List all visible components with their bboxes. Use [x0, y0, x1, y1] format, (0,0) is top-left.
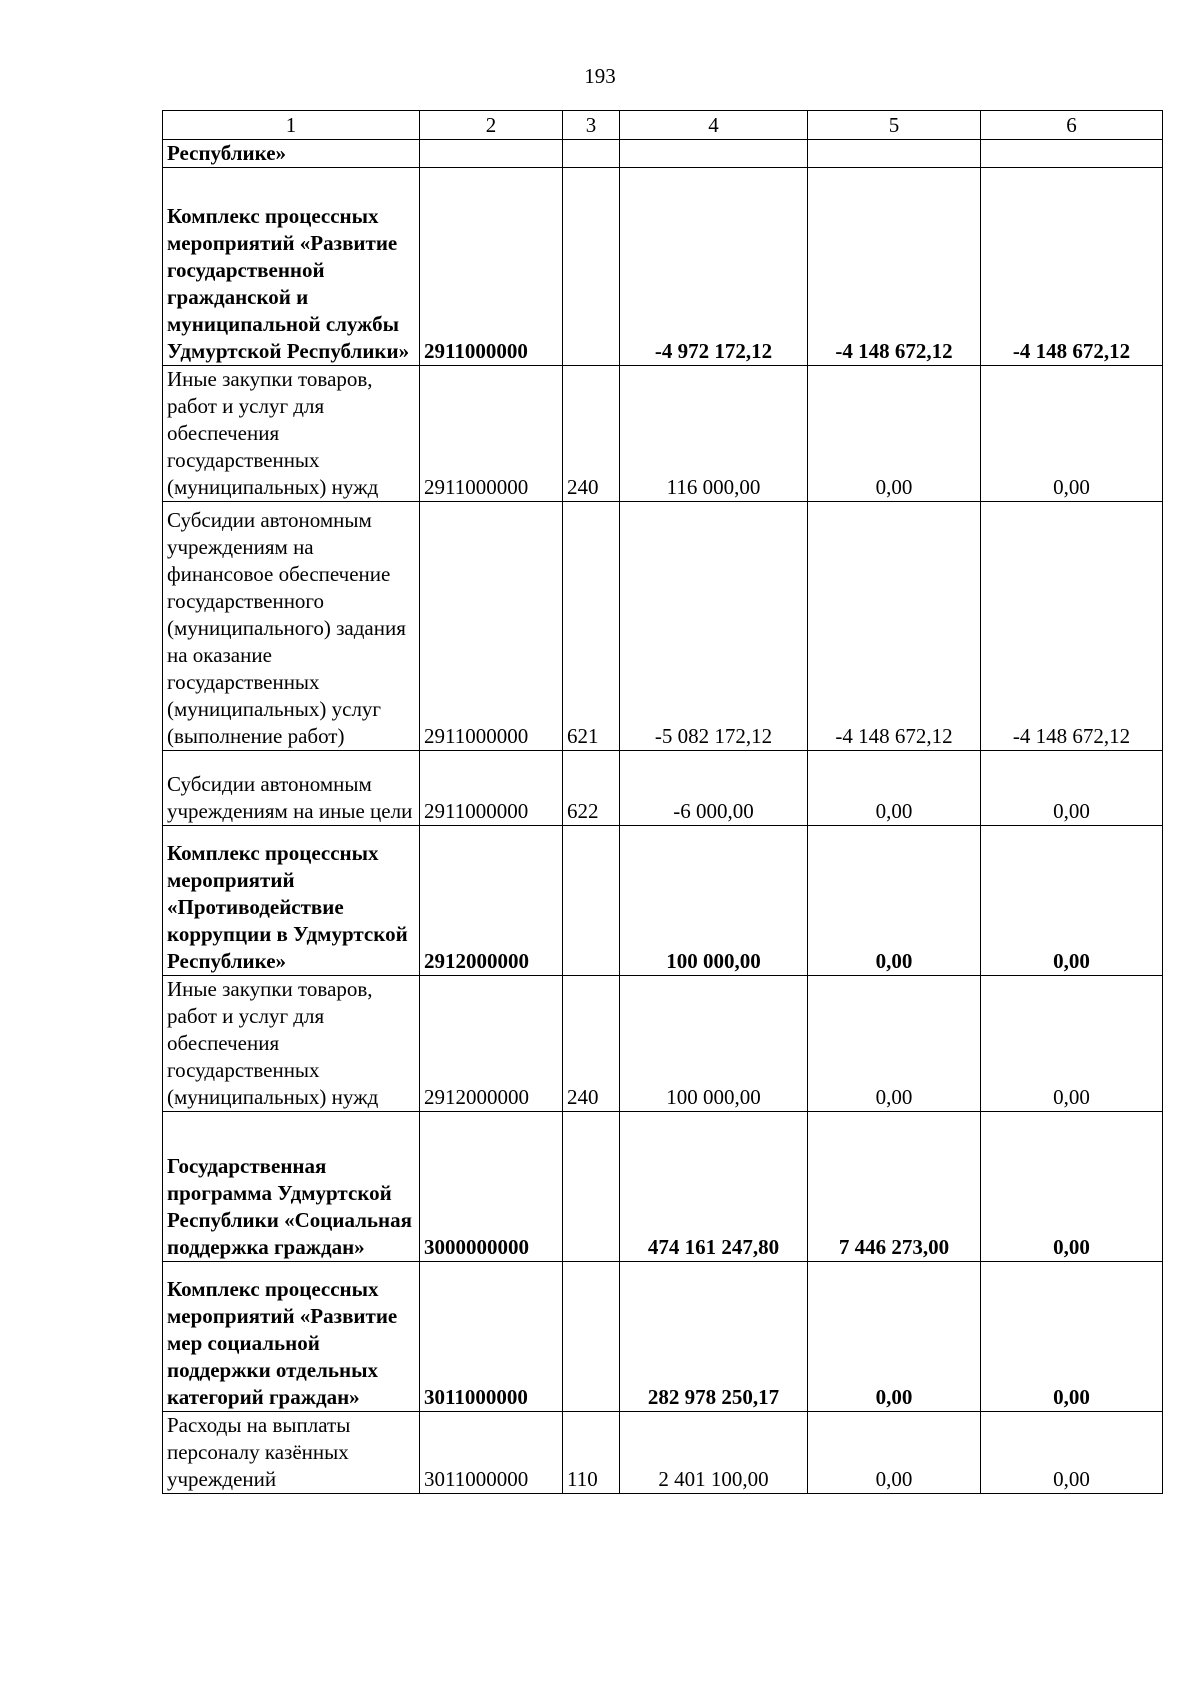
header-cell: 5 [808, 111, 981, 140]
expense-type-cell: 240 [563, 976, 620, 1112]
expense-type-cell [563, 168, 620, 366]
expense-type-cell: 240 [563, 366, 620, 502]
item-name-cell: Иные закупки товаров, работ и услуг для обеспечения государственных (муниципальных) нужд [163, 976, 420, 1112]
page-number: 193 [584, 64, 616, 88]
target-code-cell: 2911000000 [420, 366, 563, 502]
header-cell: 6 [981, 111, 1163, 140]
table-row [163, 140, 1163, 168]
amount-cell: 0,00 [981, 1412, 1163, 1494]
target-code-cell: 2912000000 [420, 826, 563, 976]
header-cell: 1 [163, 111, 420, 140]
amount-cell: 0,00 [981, 751, 1163, 826]
expense-type-cell: 110 [563, 1412, 620, 1494]
table-row [163, 502, 1163, 751]
table-row [163, 751, 1163, 826]
expense-type-cell [563, 826, 620, 976]
header-row [163, 111, 1163, 140]
amount-cell: 282 978 250,17 [620, 1262, 808, 1412]
amount-cell: 116 000,00 [620, 366, 808, 502]
target-code-cell: 3000000000 [420, 1112, 563, 1262]
target-code-cell: 3011000000 [420, 1262, 563, 1412]
expense-type-cell [563, 1112, 620, 1262]
target-code-cell [420, 140, 563, 168]
item-name-cell: Субсидии автономным учреждениям на иные цели [163, 751, 420, 826]
item-name-cell: Республике» [163, 140, 420, 168]
amount-cell: 100 000,00 [620, 826, 808, 976]
amount-cell: -4 148 672,12 [981, 502, 1163, 751]
table-row [163, 1412, 1163, 1494]
target-code-cell: 2911000000 [420, 168, 563, 366]
amount-cell: -4 148 672,12 [808, 502, 981, 751]
amount-cell: -4 148 672,12 [808, 168, 981, 366]
expense-type-cell: 621 [563, 502, 620, 751]
amount-cell: 0,00 [981, 1262, 1163, 1412]
amount-cell: 0,00 [808, 1412, 981, 1494]
header-cell: 4 [620, 111, 808, 140]
amount-cell: -4 148 672,12 [981, 168, 1163, 366]
table-row [163, 1262, 1163, 1412]
item-name-cell: Иные закупки товаров, работ и услуг для обеспечения государственных (муниципальных) нужд [163, 366, 420, 502]
amount-cell: 0,00 [981, 976, 1163, 1112]
amount-cell: -6 000,00 [620, 751, 808, 826]
table-row [163, 1112, 1163, 1262]
amount-cell [808, 140, 981, 168]
amount-cell: 2 401 100,00 [620, 1412, 808, 1494]
amount-cell [620, 140, 808, 168]
table-row [163, 826, 1163, 976]
amount-cell: 0,00 [981, 1112, 1163, 1262]
table-row [163, 366, 1163, 502]
budget-table [162, 110, 1163, 1494]
amount-cell: -5 082 172,12 [620, 502, 808, 751]
amount-cell: 100 000,00 [620, 976, 808, 1112]
amount-cell: -4 972 172,12 [620, 168, 808, 366]
amount-cell: 474 161 247,80 [620, 1112, 808, 1262]
item-name-cell: Расходы на выплаты персоналу казённых учреждений [163, 1412, 420, 1494]
table-row [163, 168, 1163, 366]
target-code-cell: 2911000000 [420, 751, 563, 826]
header-cell: 2 [420, 111, 563, 140]
expense-type-cell: 622 [563, 751, 620, 826]
amount-cell: 0,00 [981, 826, 1163, 976]
amount-cell: 0,00 [808, 751, 981, 826]
expense-type-cell [563, 140, 620, 168]
table-row [163, 976, 1163, 1112]
amount-cell [981, 140, 1163, 168]
amount-cell: 0,00 [808, 976, 981, 1112]
expense-type-cell [563, 1262, 620, 1412]
amount-cell: 0,00 [981, 366, 1163, 502]
amount-cell: 0,00 [808, 826, 981, 976]
item-name-cell: Комплекс процессных мероприятий «Развитие мер социальной поддержки отдельных категорий граждан» [163, 1262, 420, 1412]
amount-cell: 0,00 [808, 1262, 981, 1412]
target-code-cell: 3011000000 [420, 1412, 563, 1494]
item-name-cell: Комплекс процессных мероприятий «Развитие государственной гражданской и муниципальной службы Удмуртской Республики» [163, 168, 420, 366]
item-name-cell: Государственная программа Удмуртской Республики «Социальная поддержка граждан» [163, 1112, 420, 1262]
amount-cell: 7 446 273,00 [808, 1112, 981, 1262]
header-cell: 3 [563, 111, 620, 140]
item-name-cell: Комплекс процессных мероприятий «Противодействие коррупции в Удмуртской Республике» [163, 826, 420, 976]
target-code-cell: 2912000000 [420, 976, 563, 1112]
target-code-cell: 2911000000 [420, 502, 563, 751]
item-name-cell: Субсидии автономным учреждениям на финансовое обеспечение государственного (муниципального) задания на оказание государственных (муниципальных) услуг (выполнение работ) [163, 502, 420, 751]
amount-cell: 0,00 [808, 366, 981, 502]
